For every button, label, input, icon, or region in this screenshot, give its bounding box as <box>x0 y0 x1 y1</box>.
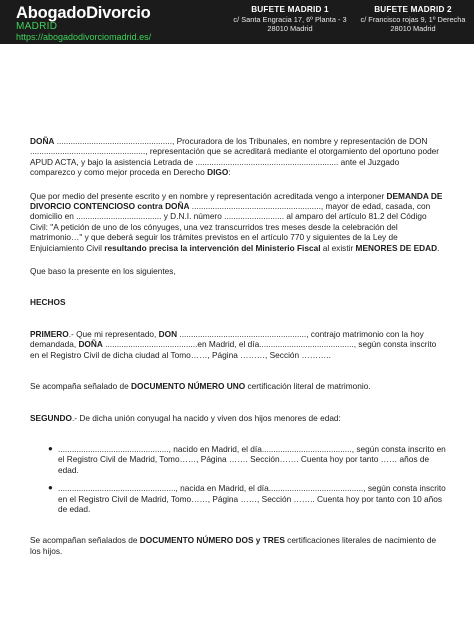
text: certificaciones literales de nacimiento de los hijos. <box>30 535 437 556</box>
office-address: c/ Francisco rojas 9, 1º Derecha <box>360 14 466 24</box>
bold-text: DEMANDA DE DIVORCIO CONTENCIOSO contra DOÑA <box>30 190 443 212</box>
office-city: 28010 Madrid <box>390 24 436 33</box>
paragraph-basis: Que baso la presente en los siguientes, <box>30 266 176 277</box>
bold-text: MENORES DE EDAD <box>355 242 438 253</box>
office-madrid-2 <box>352 5 474 34</box>
bold-text: resultando precisa la intervención del Ministerio Fiscal <box>104 242 321 253</box>
text: ..................................................., nacida en Madrid, el día........................................., según consta inscrito en el Registro Civil de Madrid, Tomo……, Página ……, Sección …….. Cuenta hoy por tanto con 10 años de edad. <box>58 483 446 514</box>
office-address: c/ Santa Engracia 17, 6º Planta - 3 <box>233 14 347 24</box>
paragraph-intro <box>30 136 446 178</box>
text: ........................................en Madrid, el día........................................., según consta inscrito en el Registro Civil de dicha ciudad al Tomo……, Página ………, Sección ……….. <box>30 339 437 360</box>
bold-text: DIGO <box>207 167 229 178</box>
paragraph-demand <box>30 191 446 253</box>
bold-text: HECHOS <box>30 297 66 308</box>
text: Que por medio del presente escrito y en nombre y representación acreditada vengo a interponer <box>30 190 387 201</box>
text: Se acompaña señalado de <box>30 381 132 392</box>
brand-name: AbogadoDivorcio <box>16 4 151 22</box>
text: ......................................................., contrajo matrimonio con la hoy demandada, <box>30 328 424 350</box>
bold-text: DOÑA <box>78 339 103 350</box>
text: certificación literal de matrimonio. <box>245 381 371 392</box>
list-item <box>48 483 446 514</box>
brand-url-link[interactable]: https://abogadodivorciomadrid.es/ <box>16 32 152 42</box>
office-madrid-1 <box>222 5 358 34</box>
paragraph-documento-dos-tres <box>30 535 446 556</box>
brand-city: MADRID <box>16 21 58 32</box>
text: .- De dicha unión conyugal ha nacido y viven dos hijos menores de edad: <box>71 412 341 423</box>
paragraph-primero <box>30 329 446 360</box>
document-body <box>30 136 446 556</box>
text: . <box>437 242 440 253</box>
brand-block <box>16 5 151 43</box>
office-title: BUFETE MADRID 2 <box>374 5 452 14</box>
bold-text: DOCUMENTO NÚMERO DOS y TRES <box>139 535 285 546</box>
text: Se acompañan señalados de <box>30 535 140 546</box>
bullet-icon: ● <box>48 483 53 493</box>
bold-text: SEGUNDO <box>30 412 72 423</box>
paragraph-segundo <box>30 413 446 423</box>
office-city: 28010 Madrid <box>267 24 313 33</box>
children-list <box>30 444 446 514</box>
bold-text: DON <box>158 328 178 339</box>
list-item <box>48 443 446 475</box>
bullet-icon: ● <box>48 443 53 453</box>
office-title: BUFETE MADRID 1 <box>251 5 329 14</box>
letterhead <box>0 0 474 44</box>
section-heading-hechos <box>30 297 446 307</box>
text: .................................................., Procuradora de los Tribunales, en nombre y representación de DON .................................................., representación que se acreditará mediante el otorgamiento del oportuno poder APUD ACTA, y bajo la asistencia Letrada de .............................................................. ante el Juzgado comparezco y como mejor proceda en Derecho <box>30 136 440 178</box>
bold-text: DOÑA <box>30 136 55 146</box>
text: ........................................................, mayor de edad, casada, con domicilio en ..................................... y D.N.I. número .......................... al amparo del artículo 81.2 del Código Civil: "A petición de uno de los cónyuges, una vez transcurridos tres meses desde la celebración del matrimonio…" y que deberá seguir los trámites previstos en el artículo 770 y siguientes de la Ley de Enjuiciamiento Civil <box>30 201 431 253</box>
text: .- Que mi representado, <box>68 328 159 339</box>
text: : <box>228 167 231 178</box>
bold-text: DOCUMENTO NÚMERO UNO <box>131 381 246 392</box>
paragraph-documento-uno <box>30 381 446 391</box>
text: ................................................, nacido en Madrid, el día......................................., según consta inscrito en el Registro Civil de Madrid, Tomo……, Página ……. Sección……. Cuenta hoy por tanto …… años de edad. <box>58 443 446 475</box>
text: al existir <box>320 242 356 253</box>
bold-text: PRIMERO <box>30 328 69 339</box>
